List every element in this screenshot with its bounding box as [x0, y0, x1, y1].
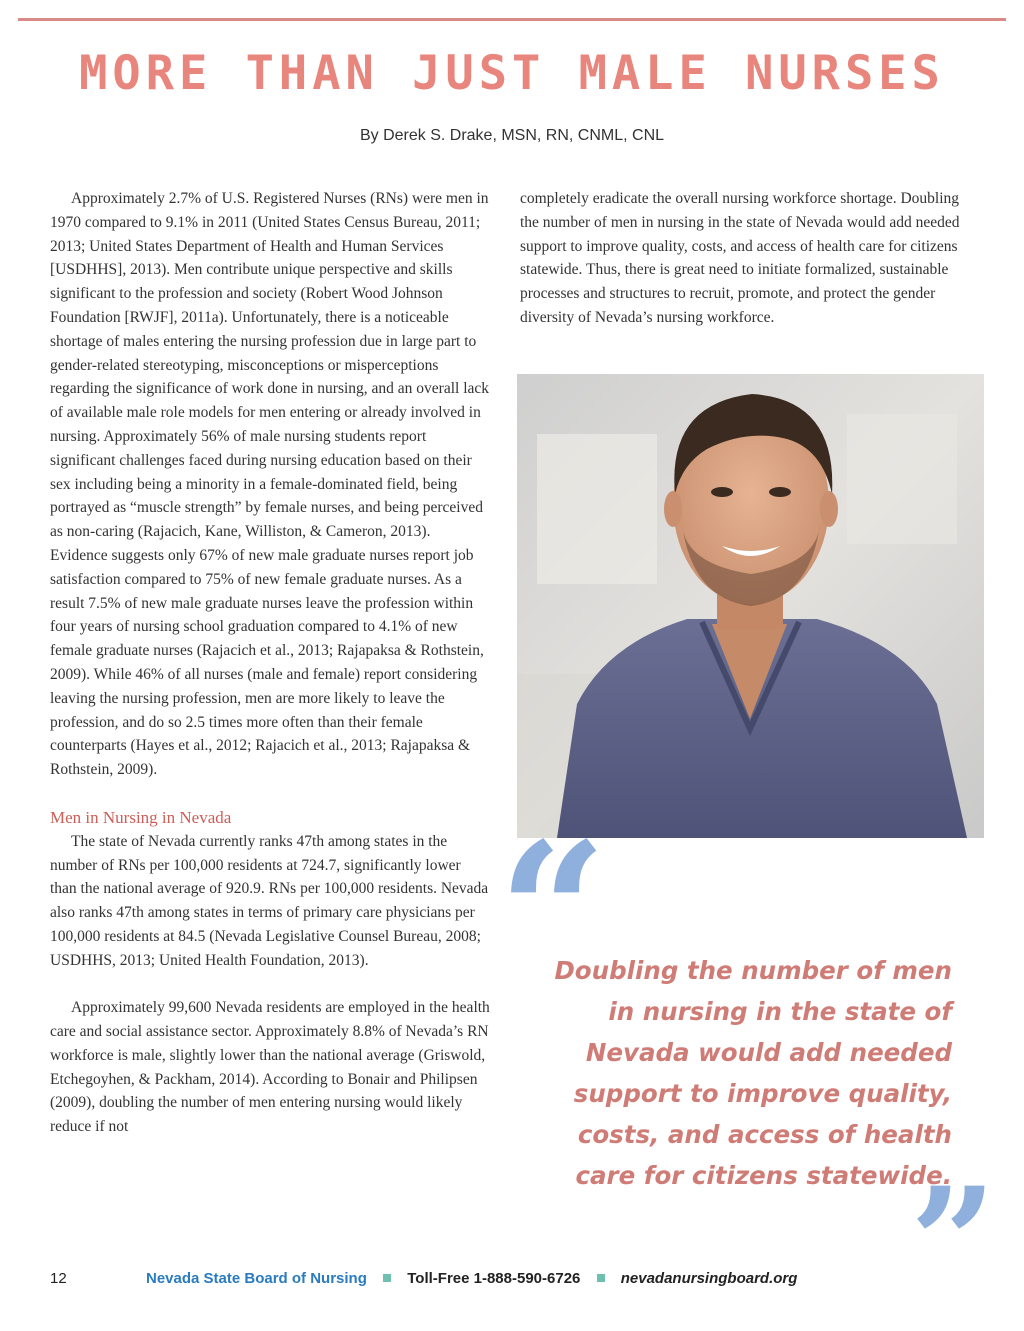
paragraph-nevada-ranking: The state of Nevada currently ranks 47th among states in the number of RNs per 100,000 residents at 724.7, significantly lower than the national average of 920.9. RNs per 100,000 residents. Nevada also ranks 47th among states in terms of primary care physicians per 100,000 residents at 84.5 (Nevada Legislative Counsel Bureau, 2008; USDHHS, 2013; United Health Foundation, 2013). — [50, 832, 489, 969]
footer-phone: Toll-Free 1-888-590-6726 — [407, 1270, 581, 1287]
footer-separator-icon — [597, 1274, 605, 1282]
page-number: 12 — [50, 1270, 67, 1287]
paragraph-intro: Approximately 2.7% of U.S. Registered Nurses (RNs) were men in 1970 compared to 9.1% in 2011 (United States Census Bureau, 2011; 2013; United States Department of Health and Human Services [USDHHS], 2013). Men contribute unique perspective and skills significant to the profession and society (Robert Wood Johnson Foundation [RWJF], 2011a). Unfortunately, there is a noticeable shortage of males entering the nursing profession due in large part to gender-related stereotyping, misconceptions or misperceptions regarding the significance of work done in nursing, and an overall lack of available male role models for men entering or already involved in nursing. Approximately 56% of male nursing students report significant challenges faced during nursing education based on their sex including being a minority in a female-dominated field, being portrayed as “muscle strength” by female nurses, and being perceived as non-caring (Rajacich, Kane, Williston, & Cameron, 2013). Evidence suggests only 67% of new male graduate nurses report job satisfaction compared to 75% of new female graduate nurses. As a result 7.5% of new male graduate nurses leave the profession within four years of nursing school graduation compared to 4.1% of new female graduate nurses (Rajacich et al., 2013; Rajapaksa & Rothstein, 2009). While 46% of all nurses (male and female) report considering leaving the nursing profession, men are more likely to leave the profession, and do so 2.5 times more often than their female counterparts (Hayes et al., 2012; Rajacich et al., 2013; Rajapaksa & Rothstein, 2009). — [50, 190, 490, 779]
right-column — [520, 187, 970, 330]
footer-separator-icon — [383, 1274, 391, 1282]
pull-quote: Doubling the number of men in nursing in the state of Nevada would add needed support to improve quality, costs, and access of health care for citizens statewide. — [554, 956, 952, 1190]
section-heading: Men in Nursing in Nevada — [50, 807, 232, 827]
byline: By Derek S. Drake, MSN, RN, CNML, CNL — [359, 127, 665, 144]
paragraph-spacer — [50, 973, 490, 997]
page-footer — [0, 1268, 1024, 1292]
paragraph-nevada-workforce: Approximately 99,600 Nevada residents are employed in the health care and social assistance sector. Approximately 8.8% of Nevada’s RN workforce is male, slightly lower than the national average (Griswold, Etchegoyhen, & Packham, 2014). According to Bonair and Philipsen (2009), doubling the number of men entering nursing would likely reduce if not — [50, 999, 490, 1136]
close-quote-icon: ” — [910, 1155, 997, 1331]
footer-org-name: Nevada State Board of Nursing — [146, 1270, 367, 1287]
paragraph-continuation: completely eradicate the overall nursing workforce shortage. Doubling the number of men in nursing in the state of Nevada would add needed support to improve quality, costs, and access of health care for citizens statewide. Thus, there is great need to initiate formalized, sustainable processes and structures to recruit, promote, and protect the gender diversity of Nevada’s nursing workforce. — [520, 190, 960, 326]
footer-website: nevadanursingboard.org — [620, 1270, 798, 1287]
top-rule — [18, 18, 1006, 21]
footer-contact-line — [146, 1270, 797, 1287]
left-column — [50, 187, 490, 1139]
male-nurse-photo — [517, 374, 984, 838]
open-quote-icon: “ — [498, 801, 608, 1024]
article-title: MORE THAN JUST MALE NURSES — [79, 46, 945, 101]
